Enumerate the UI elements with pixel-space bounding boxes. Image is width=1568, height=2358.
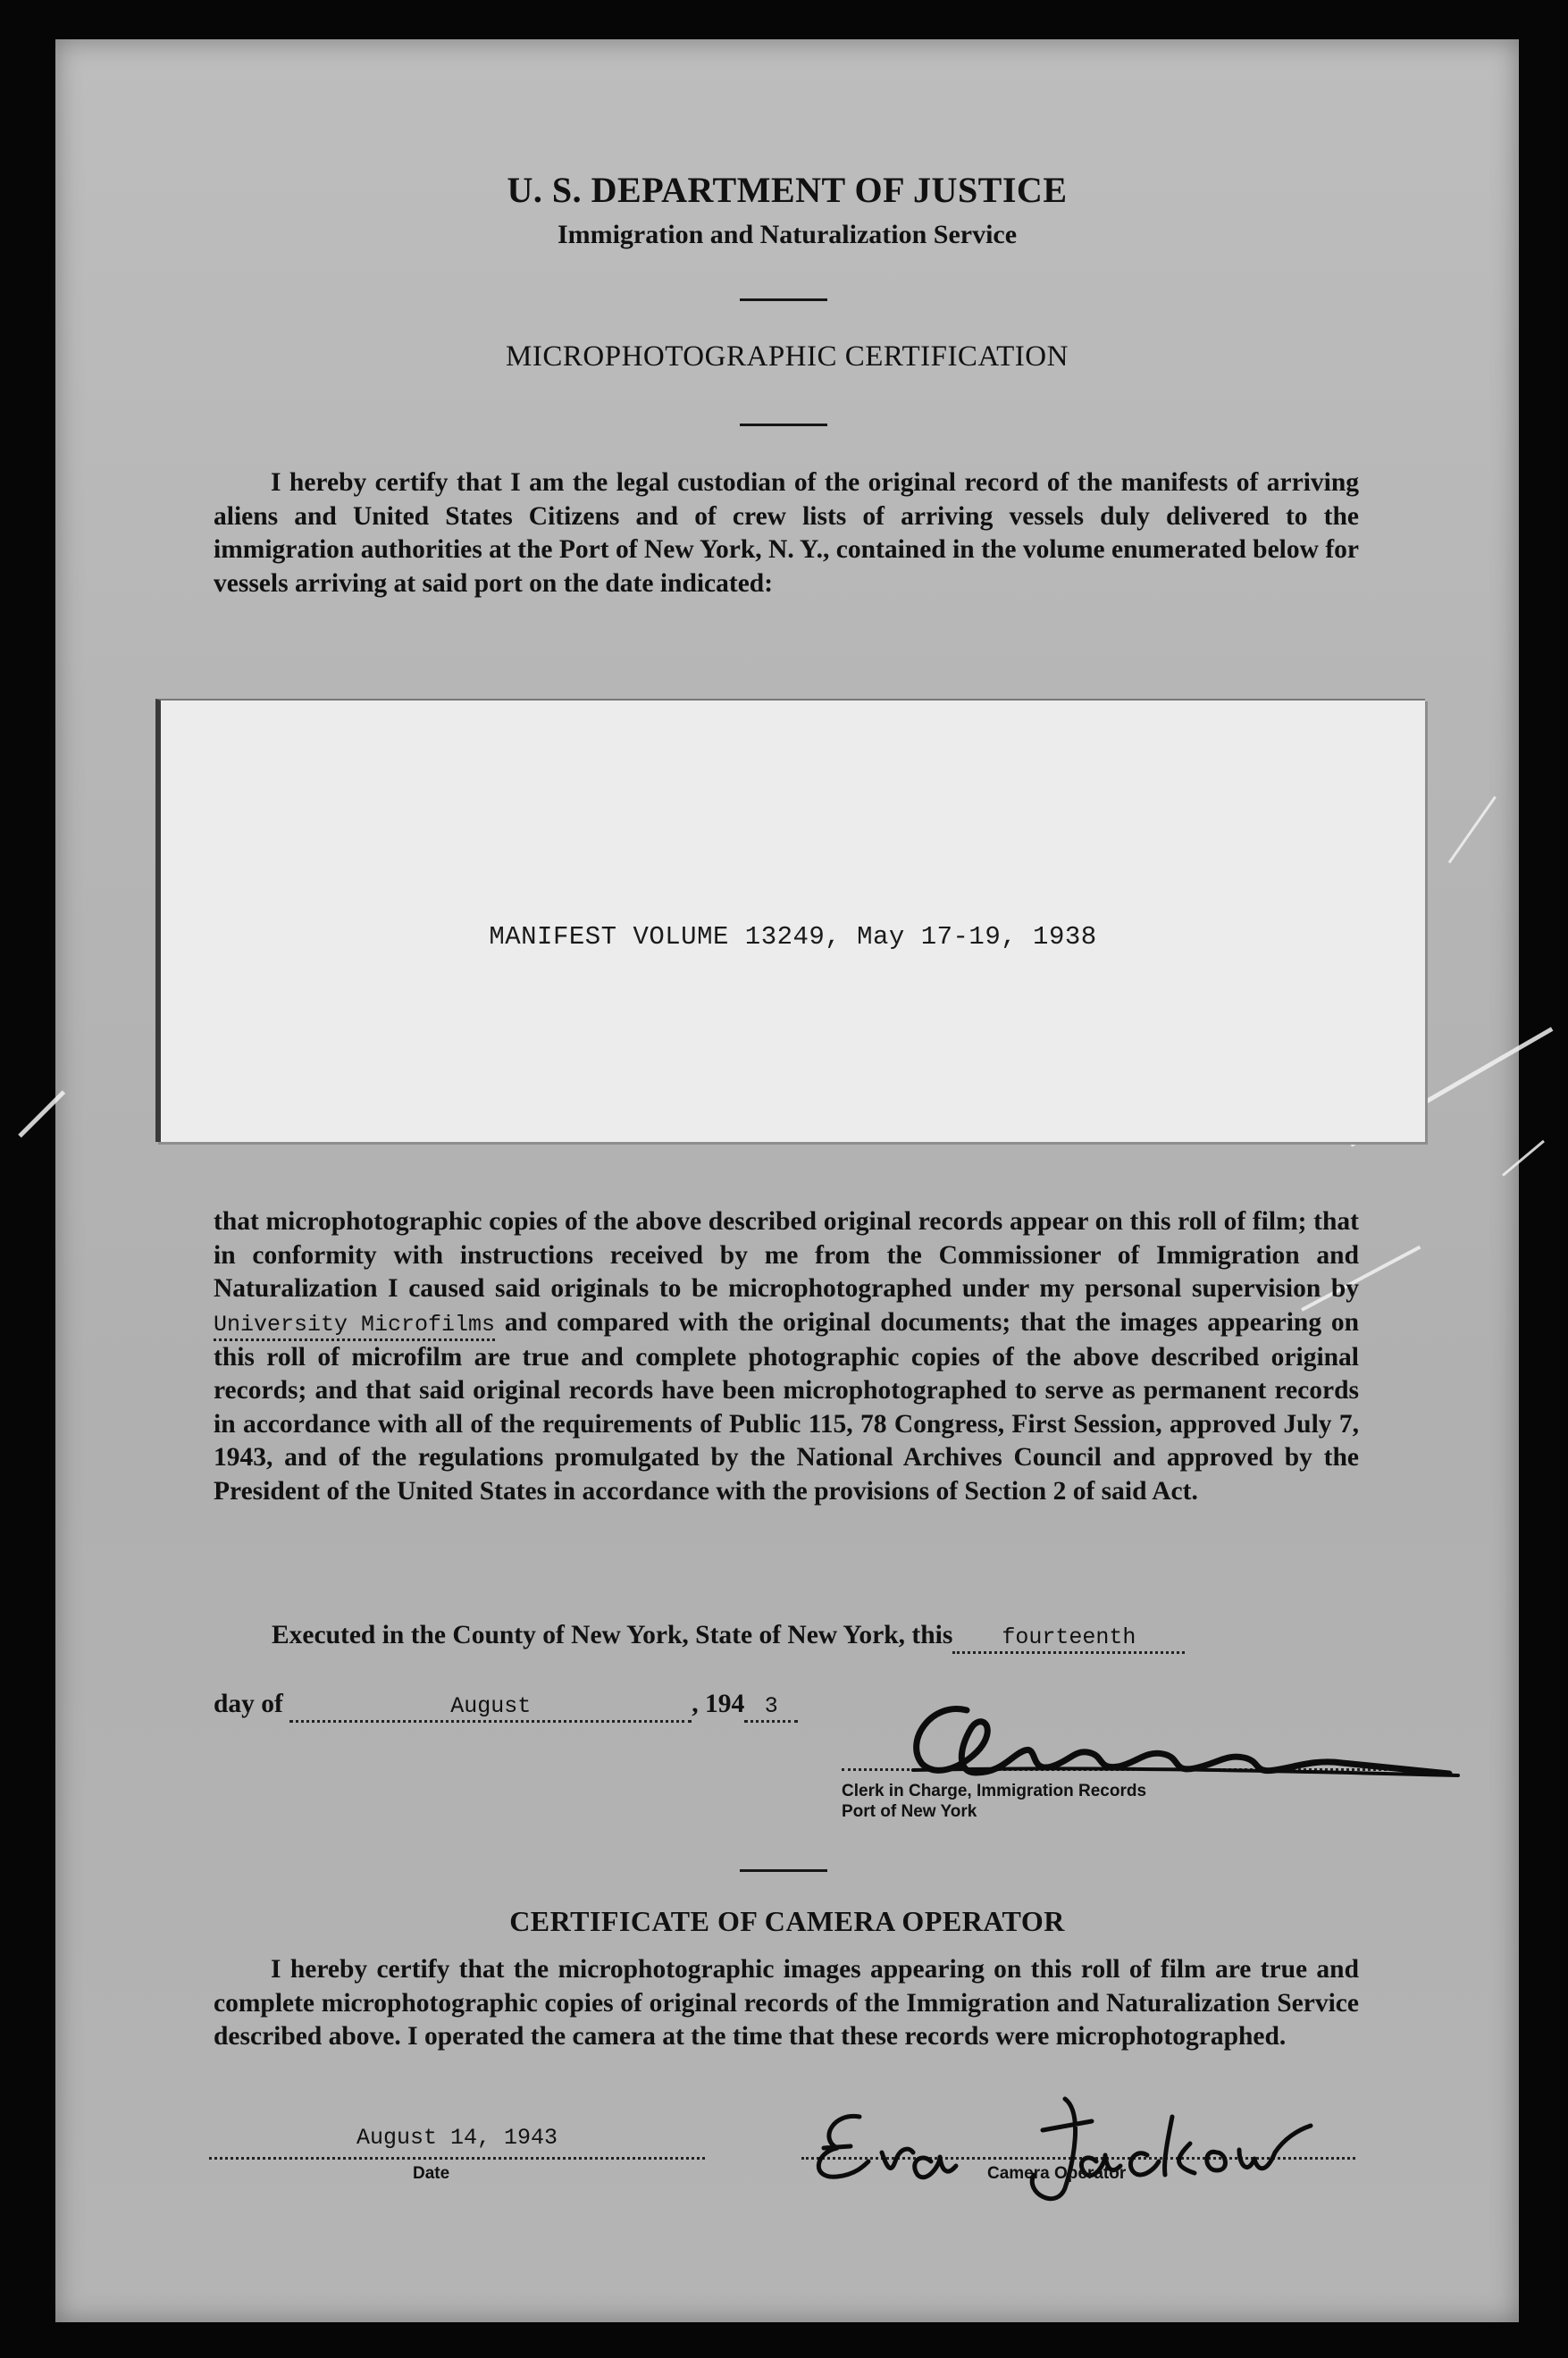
certification-title: MICROPHOTOGRAPHIC CERTIFICATION [506, 340, 1069, 373]
date-label: Date [413, 2164, 450, 2183]
certification-body: that microphotographic copies of the above described original records appear on this roll of film; that in conformity with instructions received by me from the Commissioner of Immigration and Naturalization I caused said originals to be microphotographed under my personal supervision byUniversity Microfilms and compared with the original documents; that the images appearing on this roll of microfilm are true and complete photographic copies of the above described original records; and that said original records have been microphotographed to serve as permanent records in accordance with all of the requirements of Public 115, 78 Congress, First Session, approved July 7, 1943, and of the regulations promulgated by the National Archives Council and approved by the President of the United States in accordance with the provisions of Section 2 of said Act. [214, 1207, 1359, 1506]
manifest-volume-text: MANIFEST VOLUME 13249, May 17-19, 1938 [489, 922, 1097, 952]
certificate-page [55, 39, 1519, 2322]
camera-operator-paragraph: I hereby certify that the microphotographic images appearing on this roll of film are true and complete microphotographic copies of original records of the Immigration and Naturalization Service described above. I operated the camera at the time that these records were microphotographed. [214, 1955, 1359, 2051]
department-heading: U. S. DEPARTMENT OF JUSTICE [507, 170, 1068, 210]
film-scratch [1448, 796, 1497, 863]
manifest-label-card [155, 699, 1425, 1142]
divider [740, 298, 827, 301]
divider [740, 1869, 827, 1872]
intro-paragraph: I hereby certify that I am the legal custodian of the original record of the manifests of arriving aliens and United States Citizens and of crew lists of arriving vessels duly delivered to the immigration authorities at the Port of New York, N. Y., contained in the volume enumerated below for vessels arriving at said port on the date indicated: [214, 468, 1359, 598]
operator-date: August 14, 1943 [356, 2125, 558, 2151]
executed-line: Executed in the County of New York, State of New York, this fourteenth [272, 1621, 1185, 1654]
executed-day-fill: fourteenth [952, 1624, 1185, 1654]
clerk-title: Clerk in Charge, Immigration Records [842, 1782, 1147, 1800]
date-line: day of August , 194 3 [214, 1690, 798, 1723]
clerk-port: Port of New York [842, 1802, 977, 1821]
divider [740, 424, 827, 426]
camera-operator-title: CERTIFICATE OF CAMERA OPERATOR [509, 1905, 1065, 1937]
camera-operator-label: Camera Operator [987, 2164, 1127, 2183]
film-scratch [1502, 1140, 1545, 1177]
operator-signature-name [55, 39, 56, 40]
year-fill: 3 [744, 1693, 798, 1723]
supervisor-fill: University Microfilms [214, 1312, 495, 1341]
film-scratch [18, 1090, 65, 1137]
service-subheading: Immigration and Naturalization Service [557, 220, 1018, 249]
month-fill: August [289, 1693, 692, 1723]
operator-date-line [209, 2157, 705, 2160]
